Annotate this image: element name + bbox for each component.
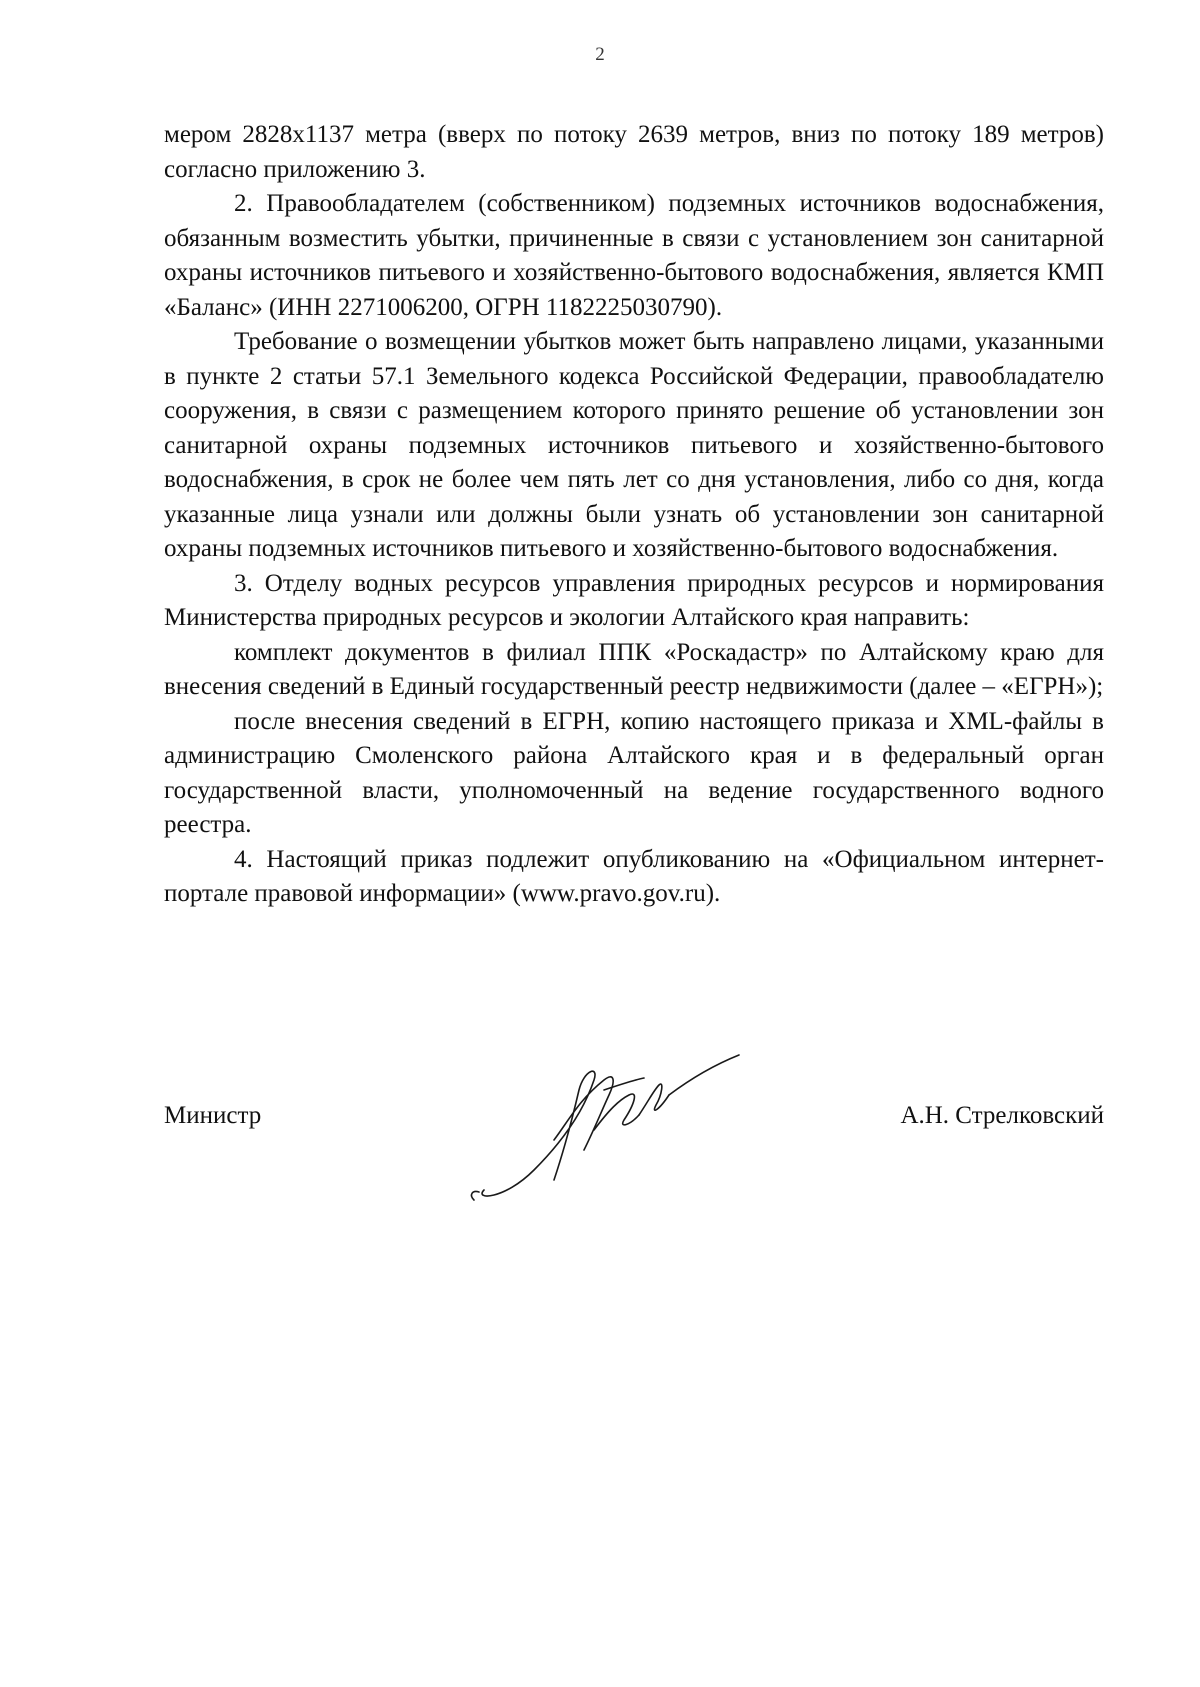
paragraph-1: мером 2828х1137 метра (вверх по потоку 2639 метров, вниз по потоку 189 метров) согласно приложению 3. — [164, 121, 1104, 183]
handwritten-signature — [444, 1050, 744, 1210]
signatory-name: А.Н. Стрелковский — [900, 1102, 1104, 1129]
page-number: 2 — [595, 44, 605, 65]
document-body — [164, 118, 1104, 912]
paragraph-4: 3. Отделу водных ресурсов управления природных ресурсов и нормирования Министерства природных ресурсов и экологии Алтайского края направить: — [164, 569, 1104, 631]
paragraph-7: 4. Настоящий приказ подлежит опубликованию на «Официальном интернет-портале правовой информации» (www.pravo.gov.ru). — [164, 845, 1104, 907]
signature-block — [164, 1080, 1104, 1230]
paragraph-6: после внесения сведений в ЕГРН, копию настоящего приказа и XML-файлы в администрацию Смоленского района Алтайского края и в федеральный орган государственной власти, уполномоченный на ведение государственного водного реестра. — [164, 707, 1104, 838]
paragraph-3: Требование о возмещении убытков может быть направлено лицами, указанными в пункте 2 статьи 57.1 Земельного кодекса Российской Федерации, правообладателю сооружения, в связи с размещением которого принято решение об установлении зон санитарной охраны подземных источников питьевого и хозяйственно-бытового водоснабжения, в срок не более чем пять лет со дня установления, либо со дня, когда указанные лица узнали или должны были узнать об установлении зон санитарной охраны подземных источников питьевого и хозяйственно-бытового водоснабжения. — [164, 328, 1104, 562]
paragraph-2: 2. Правообладателем (собственником) подземных источников водоснабжения, обязанным возместить убытки, причиненные в связи с установлением зон санитарной охраны источников питьевого и хозяйственно-бытового водоснабжения, является КМП «Баланс» (ИНН 2271006200, ОГРН 1182225030790). — [164, 190, 1104, 321]
paragraph-5: комплект документов в филиал ППК «Роскадастр» по Алтайскому краю для внесения сведений в Единый государственный реестр недвижимости (далее – «ЕГРН»); — [164, 638, 1104, 700]
signatory-title: Министр — [164, 1102, 262, 1129]
